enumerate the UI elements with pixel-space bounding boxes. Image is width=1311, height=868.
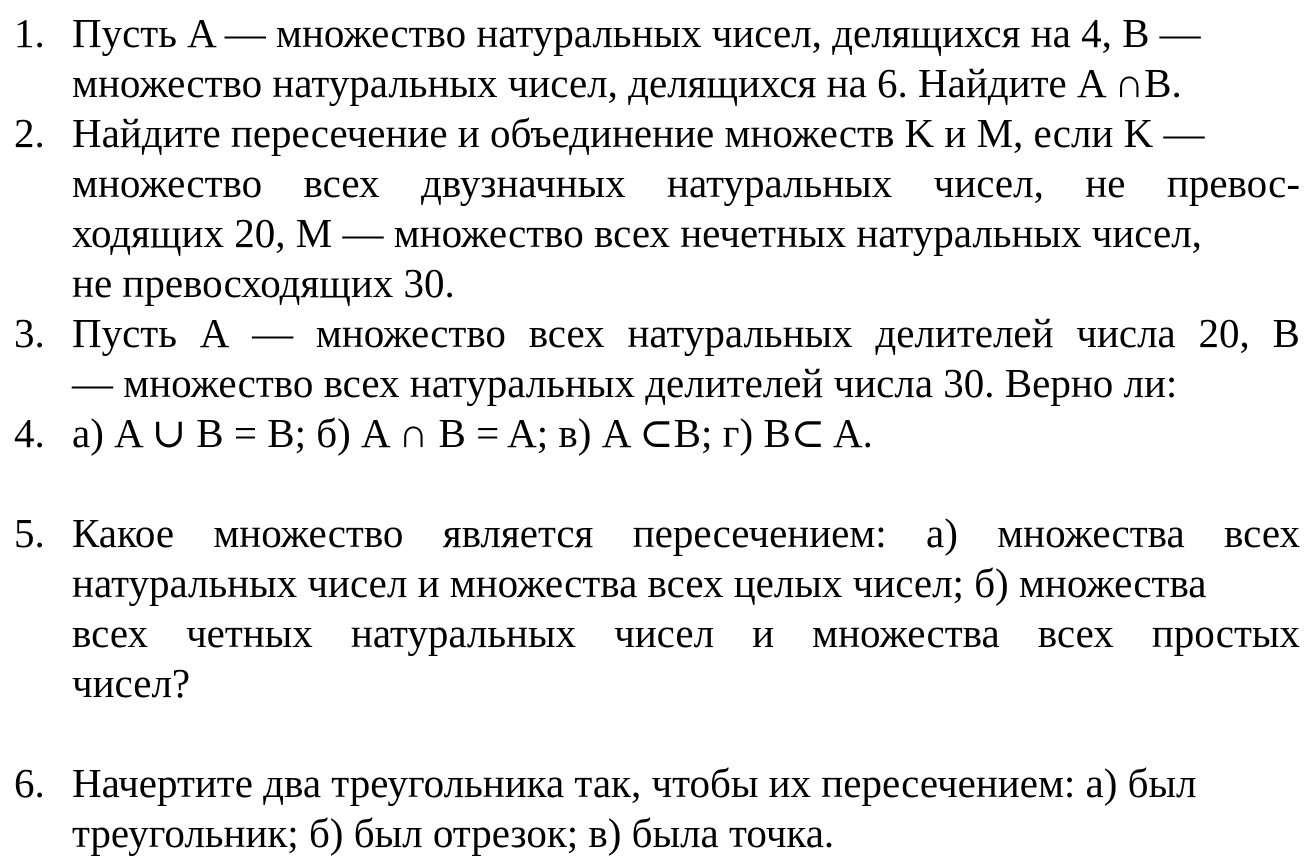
- word: числа: [1076, 310, 1176, 356]
- item-text: [72, 108, 1300, 308]
- word: не: [1085, 160, 1126, 206]
- text-line-justified: [72, 308, 1300, 358]
- word: 20,: [1198, 310, 1250, 356]
- text-line: чисел?: [72, 660, 191, 706]
- list-item: [0, 408, 1311, 458]
- text-line: Найдите пересечение и объединение множеств K и M, если K —: [72, 110, 1205, 156]
- word: всех: [1037, 610, 1114, 656]
- word: множество: [213, 510, 404, 556]
- list-item: [0, 108, 1311, 308]
- item-number: 2.: [14, 110, 45, 156]
- list-item: [0, 8, 1311, 108]
- word: натуральных: [667, 160, 893, 206]
- item-text: [72, 8, 1300, 108]
- word: четных: [186, 610, 313, 656]
- word: —: [252, 310, 294, 356]
- item-text: [72, 758, 1300, 858]
- text-line: — множество всех натуральных делителей числа 30. Верно ли:: [72, 360, 1178, 406]
- item-number: 6.: [14, 760, 45, 806]
- word: а): [926, 510, 958, 556]
- text-line-justified: [72, 508, 1300, 558]
- text-line: а) A ∪ B = B; б) A ∩ B = A; в) A ⊂B; г) B⊂ A.: [72, 410, 873, 456]
- word: превос-: [1166, 160, 1300, 206]
- item-number: 3.: [14, 310, 45, 356]
- text-line-justified: [72, 158, 1300, 208]
- word: натуральных: [350, 610, 577, 656]
- text-line-justified: [72, 608, 1300, 658]
- word: делителей: [875, 310, 1054, 356]
- item-text: [72, 308, 1300, 408]
- word: натуральных: [627, 310, 853, 356]
- word: множества: [812, 610, 1000, 656]
- word: множество: [72, 160, 263, 206]
- item-number: 1.: [14, 10, 45, 56]
- text-line: Пусть A — множество натуральных чисел, делящихся на 4, B —: [72, 10, 1201, 56]
- word: всех: [528, 310, 605, 356]
- list-item: [0, 308, 1311, 408]
- word: чисел,: [933, 160, 1044, 206]
- text-line: натуральных чисел и множества всех целых чисел; б) множества: [72, 560, 1207, 606]
- word: A: [199, 310, 230, 356]
- word: двузначных: [420, 160, 626, 206]
- word: чисел: [614, 610, 715, 656]
- item-text: [72, 408, 1300, 458]
- word: множества: [997, 510, 1185, 556]
- word: всех: [72, 610, 148, 656]
- text-line: ходящих 20, M — множество всех нечетных натуральных чисел,: [72, 210, 1202, 256]
- list-item: [0, 758, 1311, 858]
- item-number: 4.: [14, 410, 45, 456]
- word: Какое: [72, 510, 175, 556]
- text-line: треугольник; б) был отрезок; в) была точка.: [72, 810, 835, 856]
- item-text: [72, 508, 1300, 708]
- cropped-heading-fragment: [474, 0, 534, 6]
- word: B: [1272, 310, 1300, 356]
- text-line: Начертите два треугольника так, чтобы их пересечением: а) был: [72, 760, 1197, 806]
- word: является: [442, 510, 594, 556]
- text-line: множество натуральных чисел, делящихся на 6. Найдите A ∩B.: [72, 60, 1182, 106]
- word: всех: [303, 160, 380, 206]
- list-item: [0, 508, 1311, 708]
- word: простых: [1151, 610, 1300, 656]
- word: и: [752, 610, 775, 656]
- word: множество: [315, 310, 506, 356]
- word: пересечением:: [632, 510, 887, 556]
- word: всех: [1224, 510, 1300, 556]
- word: Пусть: [72, 310, 177, 356]
- text-line: не превосходящих 30.: [72, 260, 455, 306]
- item-number: 5.: [14, 510, 45, 556]
